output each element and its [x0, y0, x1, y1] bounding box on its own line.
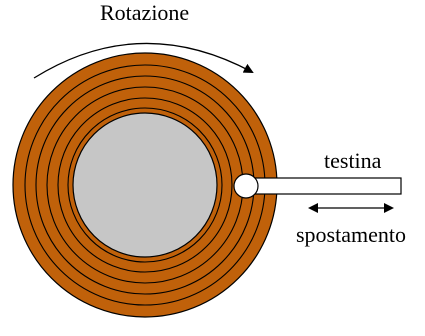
head-label: testina [324, 148, 382, 173]
head-arm [255, 178, 401, 194]
head-tip [234, 174, 258, 198]
movement-label: spostamento [296, 222, 406, 247]
disk-hub [73, 113, 217, 257]
rotation-label: Rotazione [100, 0, 190, 25]
